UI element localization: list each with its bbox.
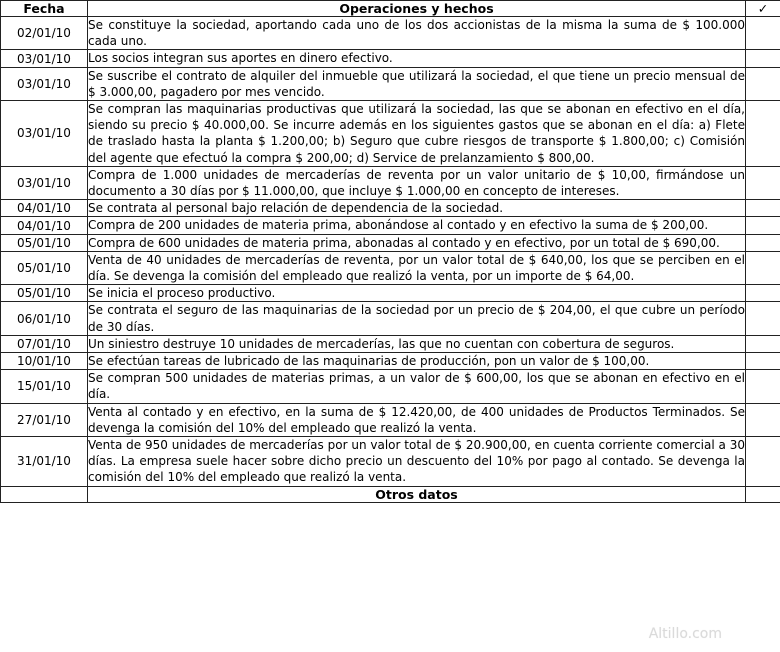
row-date: 05/01/10 [1,234,88,251]
row-check-cell[interactable] [746,101,780,167]
row-check-cell[interactable] [746,251,780,284]
header-date: Fecha [1,1,88,17]
row-description: Se compran las maquinarias productivas que utilizará la sociedad, las que se abonan en efectivo en el día, siendo su precio $ 40.000,00. Se incurre además en los siguientes gastos que se abonan en el día: a) Flete de traslado hasta la planta $ 1.200,00; b) Seguro que cubre riesgos de transporte $ 1.800,00; c) Comisión del agente que efectuó la compra $ 200,00; d) Service de prelanzamiento $ 800,00. [88,102,745,165]
row-date: 03/01/10 [1,166,88,199]
table-row [1,437,780,487]
footer-row [1,486,780,502]
row-description: Se contrata al personal bajo relación de dependencia de la sociedad. [88,200,746,217]
table-row [1,50,780,67]
footer-label: Otros datos [88,486,746,502]
row-check-cell[interactable] [746,437,780,487]
row-check-cell[interactable] [746,285,780,302]
watermark-logo: Altillo.com [648,626,722,642]
row-date: 10/01/10 [1,353,88,370]
row-description: Se suscribe el contrato de alquiler del inmueble que utilizará la sociedad, el que tiene un precio mensual de $ 3.000,00, pagadero por mes vencido. [88,68,745,99]
row-check-cell[interactable] [746,370,780,403]
row-check-cell[interactable] [746,353,780,370]
row-description: Compra de 600 unidades de materia prima, abonadas al contado y en efectivo, por un total de $ 690,00. [88,234,746,251]
row-date: 27/01/10 [1,403,88,436]
row-check-cell[interactable] [746,50,780,67]
header-check: ✓ [746,1,780,17]
table-row [1,17,780,50]
row-description: Venta de 950 unidades de mercaderías por un valor total de $ 20.900,00, en cuenta corriente comercial a 30 días. La empresa suele hacer sobre dicho precio un descuento del 10% por pago al contado. Se devenga la comisión del 10% del empleado que realizó la venta. [88,438,745,485]
row-check-cell[interactable] [746,335,780,352]
row-description: Los socios integran sus aportes en dinero efectivo. [88,50,746,67]
row-date: 02/01/10 [1,17,88,50]
table-row [1,251,780,284]
header-row [1,1,780,17]
row-description: Compra de 1.000 unidades de mercaderías de reventa por un valor unitario de $ 10,00, firmándose un documento a 30 días por $ 11.000,00, que incluye $ 1.000,00 en concepto de intereses. [88,167,745,199]
table-row [1,302,780,335]
table-row [1,67,780,100]
table-row [1,101,780,167]
table-row [1,285,780,302]
row-check-cell[interactable] [746,234,780,251]
row-date: 04/01/10 [1,217,88,234]
row-description: Se efectúan tareas de lubricado de las maquinarias de producción, pon un valor de $ 100,00. [88,353,746,370]
table-row [1,335,780,352]
row-check-cell[interactable] [746,403,780,436]
row-date: 03/01/10 [1,50,88,67]
row-description: Se contrata el seguro de las maquinarias de la sociedad por un precio de $ 204,00, el que cubre un período de 30 días. [88,303,745,334]
row-date: 03/01/10 [1,67,88,100]
row-description: Venta al contado y en efectivo, en la suma de $ 12.420,00, de 400 unidades de Productos Terminados. Se devenga la comisión del 10% del empleado que realizó la venta. [88,404,745,435]
row-check-cell[interactable] [746,17,780,50]
row-description: Un siniestro destruye 10 unidades de mercaderías, las que no cuentan con cobertura de seguros. [88,335,746,352]
row-description: Se compran 500 unidades de materias primas, a un valor de $ 600,00, los que se abonan en efectivo en el día. [88,371,745,402]
row-date: 07/01/10 [1,335,88,352]
row-date: 05/01/10 [1,285,88,302]
row-date: 04/01/10 [1,200,88,217]
row-date: 06/01/10 [1,302,88,335]
row-description: Se constituye la sociedad, aportando cada uno de los dos accionistas de la misma la suma de $ 100.000 cada uno. [88,18,745,49]
row-date: 05/01/10 [1,251,88,284]
row-description: Se inicia el proceso productivo. [88,285,746,302]
table-row [1,200,780,217]
table-row [1,403,780,436]
row-check-cell[interactable] [746,302,780,335]
header-operations: Operaciones y hechos [88,1,746,17]
table-row [1,217,780,234]
row-check-cell[interactable] [746,200,780,217]
row-check-cell[interactable] [746,166,780,199]
table-row [1,166,780,199]
table-row [1,353,780,370]
row-description: Compra de 200 unidades de materia prima, abonándose al contado y en efectivo la suma de $ 200,00. [88,217,746,234]
table-row [1,370,780,403]
row-check-cell[interactable] [746,217,780,234]
row-date: 31/01/10 [1,437,88,487]
row-date: 15/01/10 [1,370,88,403]
row-description: Venta de 40 unidades de mercaderías de reventa, por un valor total de $ 640,00, los que se perciben en el día. Se devenga la comisión del empleado que realizó la venta, por un importe de $ 64,00. [88,252,745,284]
rows-body [1,17,780,487]
row-check-cell[interactable] [746,67,780,100]
table-row [1,234,780,251]
row-date: 03/01/10 [1,101,88,167]
